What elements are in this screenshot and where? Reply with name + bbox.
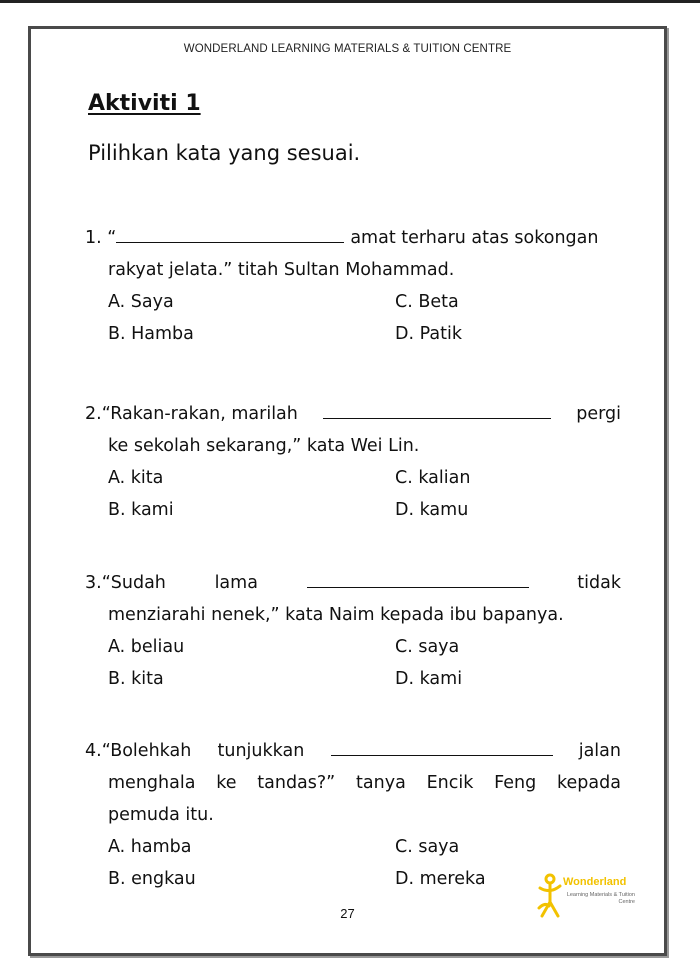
option-d: D. kami [395, 669, 463, 689]
question-2-prefix: 2.“Rakan-rakan, marilah [85, 404, 298, 424]
instruction-text: Pilihkan kata yang sesuai. [88, 141, 361, 165]
option-c: C. saya [395, 637, 460, 657]
option-c: C. saya [395, 837, 460, 857]
question-2-line-1 [85, 398, 621, 430]
question-4-line-2-word: kepada [557, 773, 621, 793]
question-2 [85, 398, 621, 526]
question-3-line-2: menziarahi nenek,” kata Naim kepada ibu bapanya. [108, 605, 564, 625]
question-3-word-2: lama [214, 573, 258, 593]
question-3-blank [307, 567, 529, 588]
question-2-line-2: ke sekolah sekarang,” kata Wei Lin. [108, 436, 420, 456]
option-d: D. kamu [395, 500, 469, 520]
worksheet-header: WONDERLAND LEARNING MATERIALS & TUITION CENTRE [183, 43, 512, 55]
question-4-line-2-word: Feng [494, 773, 537, 793]
question-4 [85, 735, 621, 895]
question-3-suffix: tidak [577, 573, 621, 593]
top-border-line [0, 0, 700, 3]
option-b: B. kami [108, 500, 174, 520]
option-b: B. engkau [108, 869, 196, 889]
question-4-suffix: jalan [578, 741, 621, 761]
question-2-options [85, 462, 621, 526]
question-4-line-2-word: Encik [426, 773, 474, 793]
page-number: 27 [340, 906, 355, 921]
question-2-suffix: pergi [576, 404, 621, 424]
question-3-word-1: 3.“Sudah [85, 573, 166, 593]
option-a: A. kita [108, 468, 164, 488]
question-2-blank [323, 398, 551, 419]
wonderland-figure-icon [535, 872, 565, 920]
question-1-blank [116, 222, 344, 243]
option-d: D. Patik [395, 324, 462, 344]
question-4-line-2-word: tanya [356, 773, 406, 793]
question-4-line-3: pemuda itu. [108, 805, 214, 825]
question-1-prefix: 1. “ [85, 228, 117, 248]
option-a: A. hamba [108, 837, 192, 857]
question-4-line-2 [85, 767, 621, 799]
question-1 [85, 222, 621, 350]
question-1-line-1 [85, 222, 621, 254]
logo-subtitle-text: Learning Materials & Tuition Centre [566, 892, 635, 905]
question-4-line-2-word: menghala [108, 773, 196, 793]
option-c: C. kalian [395, 468, 471, 488]
option-a: A. beliau [108, 637, 185, 657]
question-1-suffix: amat terharu atas sokongan [350, 228, 599, 248]
wonderland-logo [535, 872, 635, 922]
option-b: B. kita [108, 669, 164, 689]
question-4-line-1 [85, 735, 621, 767]
option-a: A. Saya [108, 292, 174, 312]
question-3-line-1 [85, 567, 621, 599]
activity-title: Aktiviti 1 [88, 91, 201, 116]
option-d: D. mereka [395, 869, 486, 889]
question-1-line-2: rakyat jelata.” titah Sultan Mohammad. [108, 260, 455, 280]
question-3 [85, 567, 621, 695]
question-4-line-2-word: ke [216, 773, 237, 793]
option-b: B. Hamba [108, 324, 194, 344]
question-4-word-1: 4.“Bolehkah [85, 741, 192, 761]
logo-brand-text: Wonderland [563, 876, 627, 888]
worksheet-frame [28, 26, 667, 956]
question-1-options [85, 286, 621, 350]
question-4-blank [331, 735, 553, 756]
option-c: C. Beta [395, 292, 459, 312]
question-4-word-2: tunjukkan [217, 741, 305, 761]
question-4-line-2-word: tandas?” [257, 773, 336, 793]
question-3-options [85, 631, 621, 695]
